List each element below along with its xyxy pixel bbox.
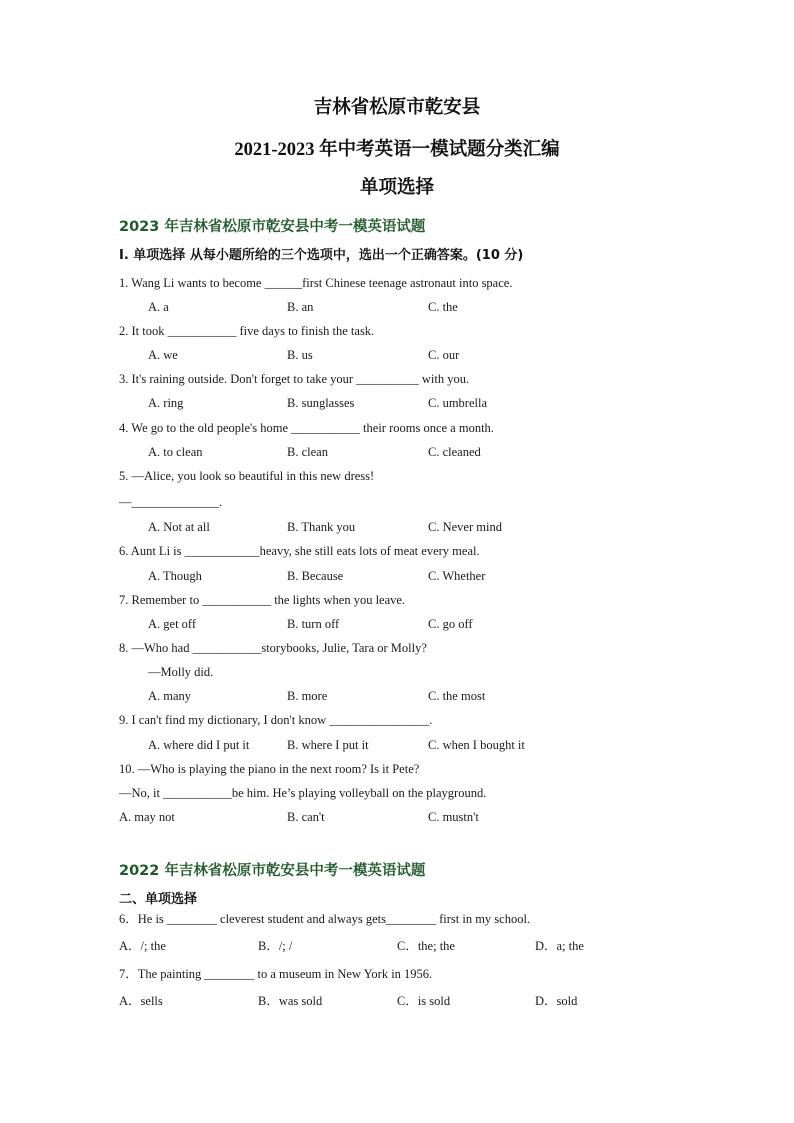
option-b: B. can't [287, 810, 325, 824]
question-stem: 3. It's raining outside. Don't forget to take your __________ with you. [119, 372, 470, 386]
option-c: C. Whether [428, 569, 486, 583]
question-stem: 1. Wang Li wants to become ______first Chinese teenage astronaut into space. [119, 276, 513, 290]
option-a: A. Not at all [148, 520, 210, 534]
option-c: C. the [428, 300, 458, 314]
question-reply: —Molly did. [148, 665, 214, 679]
question-stem: 4. We go to the old people's home ___________ their rooms once a month. [119, 421, 494, 435]
option-b: B. clean [287, 445, 328, 459]
option-c: C. our [428, 348, 460, 362]
option-d: D．a; the [535, 939, 584, 953]
question-stem: 10. —Who is playing the piano in the next room? Is it Pete? [119, 762, 420, 776]
option-b: B．/; / [258, 939, 293, 953]
option-a: A. to clean [148, 445, 203, 459]
option-a: A. may not [119, 810, 175, 824]
question-stem: 9. I can't find my dictionary, I don't know ________________. [119, 713, 433, 727]
option-a: A．/; the [119, 939, 166, 953]
question-stem: 5. —Alice, you look so beautiful in this new dress! [119, 469, 375, 483]
option-b: B. where I put it [287, 738, 369, 752]
option-b: B. turn off [287, 617, 340, 631]
option-c: C. cleaned [428, 445, 481, 459]
option-a: A．sells [119, 994, 163, 1008]
option-a: A. a [148, 300, 169, 314]
option-c: C．the; the [397, 939, 455, 953]
option-a: A. we [148, 348, 178, 362]
section-2022-heading: 2022 年吉林省松原市乾安县中考一模英语试题 [119, 863, 426, 879]
option-b: B. Because [287, 569, 344, 583]
option-a: A. many [148, 689, 192, 703]
doc-title-line1: 吉林省松原市乾安县 [313, 97, 481, 118]
option-b: B. an [287, 300, 314, 314]
section-2023-heading: 2023 年吉林省松原市乾安县中考一模英语试题 [119, 219, 426, 235]
option-c: C. umbrella [428, 396, 488, 410]
option-a: A. Though [148, 569, 202, 583]
section-2023-instruction: I. 单项选择 从每小题所给的三个选项中，选出一个正确答案。(10 分) [119, 248, 524, 263]
question-stem: 7．The painting ________ to a museum in New York in 1956. [119, 967, 433, 981]
doc-title-line3: 单项选择 [359, 177, 434, 198]
option-d: D．sold [535, 994, 578, 1008]
option-c: C. mustn't [428, 810, 479, 824]
option-b: B．was sold [258, 994, 323, 1008]
option-a: A. get off [148, 617, 197, 631]
question-stem: 8. —Who had ___________storybooks, Julie, Tara or Molly? [119, 641, 427, 655]
question-reply: —______________. [119, 495, 223, 509]
option-b: B. sunglasses [287, 396, 355, 410]
option-c: C. when I bought it [428, 738, 525, 752]
section-2022-instruction: 二、单项选择 [119, 892, 198, 907]
question-reply: —No, it ___________be him. He’s playing volleyball on the playground. [119, 786, 487, 800]
option-a: A. ring [148, 396, 184, 410]
option-b: B. Thank you [287, 520, 356, 534]
question-stem: 6．He is ________ cleverest student and always gets________ first in my school. [119, 912, 531, 926]
option-c: C. the most [428, 689, 486, 703]
option-b: B. more [287, 689, 328, 703]
question-stem: 6. Aunt Li is ____________heavy, she still eats lots of meat every meal. [119, 544, 480, 558]
option-b: B. us [287, 348, 313, 362]
option-c: C. go off [428, 617, 473, 631]
option-a: A. where did I put it [148, 738, 250, 752]
question-stem: 2. It took ___________ five days to finish the task. [119, 324, 375, 338]
question-stem: 7. Remember to ___________ the lights when you leave. [119, 593, 406, 607]
doc-title-line2: 2021-2023 年中考英语一模试题分类汇编 [234, 140, 560, 160]
option-c: C．is sold [397, 994, 451, 1008]
option-c: C. Never mind [428, 520, 502, 534]
